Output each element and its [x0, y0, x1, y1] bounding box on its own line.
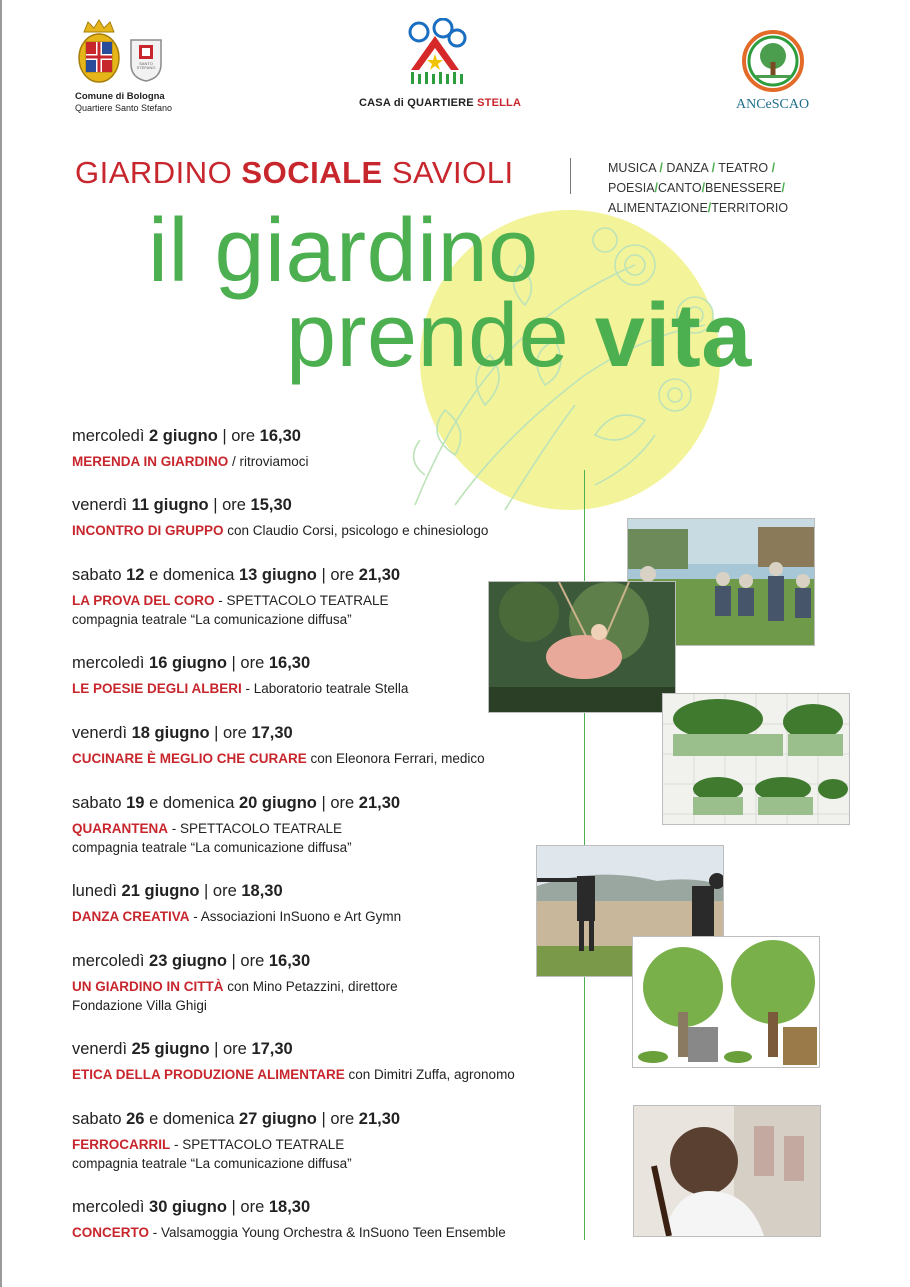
event-weekday: lunedì: [72, 882, 122, 900]
event-day: 16 giugno: [149, 654, 227, 672]
event-time-separator: | ore: [316, 566, 359, 584]
event-day: 23 giugno: [149, 952, 227, 970]
event-item: [72, 792, 400, 857]
event-item: [72, 722, 485, 768]
event-date: [72, 1108, 400, 1130]
categories-line-1: [608, 158, 788, 178]
category-item: BENESSERE: [705, 181, 782, 195]
event-day: 30 giugno: [149, 1198, 227, 1216]
event-weekday: mercoledì: [72, 952, 150, 970]
category-separator: /: [781, 181, 785, 195]
event-time-separator: | ore: [316, 1110, 359, 1128]
photo-swing-painting: [488, 581, 676, 713]
event-date: [72, 494, 488, 516]
event-day: 21 giugno: [121, 882, 200, 900]
event-day: 11 giugno: [131, 496, 209, 514]
event-time-separator: | ore: [199, 882, 242, 900]
event-item: [72, 880, 401, 926]
event-time-separator: | ore: [209, 1040, 252, 1058]
event-name: ETICA DELLA PRODUZIONE ALIMENTARE: [72, 1067, 345, 1082]
headline-line-1: il giardino: [148, 201, 539, 301]
event-weekday-2: e domenica: [144, 794, 239, 812]
event-time-separator: | ore: [226, 1198, 269, 1216]
event-time: 15,30: [250, 496, 292, 514]
event-weekday: sabato: [72, 566, 127, 584]
ancescao-tree-logo-icon: [742, 30, 804, 92]
event-name: FERROCARRIL: [72, 1137, 171, 1152]
event-description: [72, 977, 398, 1015]
event-time-separator: | ore: [226, 654, 269, 672]
event-date: [72, 652, 408, 674]
event-day-2: 27 giugno: [238, 1110, 317, 1128]
event-time: 21,30: [358, 1110, 401, 1128]
event-company: Fondazione Villa Ghigi: [72, 998, 207, 1013]
event-description: [72, 1223, 506, 1242]
event-time: 18,30: [241, 882, 283, 900]
event-time-separator: | ore: [316, 794, 359, 812]
event-date: [72, 950, 398, 972]
event-item: [72, 564, 400, 629]
event-company: compagnia teatrale “La comunicazione diffusa”: [72, 612, 352, 627]
event-item: [72, 425, 309, 471]
event-name: INCONTRO DI GRUPPO: [72, 523, 224, 538]
event-details: - SPETTACOLO TEATRALE: [168, 821, 343, 836]
quartiere-name: Quartiere Santo Stefano: [75, 103, 173, 113]
category-item: DANZA: [666, 161, 709, 175]
event-details: con Dimitri Zuffa, agronomo: [344, 1067, 515, 1082]
photo-tree-illustrations: [632, 936, 820, 1068]
title-part-savioli: SAVIOLI: [382, 155, 514, 190]
event-time: 16,30: [268, 952, 311, 970]
event-weekday: mercoledì: [72, 427, 150, 445]
category-item: MUSICA: [608, 161, 656, 175]
categories-list: [608, 158, 788, 218]
category-separator: /: [771, 161, 776, 175]
event-day: 19: [126, 794, 145, 812]
santo-stefano-shield-icon: [129, 38, 163, 82]
ancescao-name: ANCeSCAO: [736, 97, 810, 112]
event-weekday: venerdì: [72, 496, 132, 514]
casa-prefix: CASA di QUARTIERE: [359, 97, 474, 109]
category-item: TEATRO: [718, 161, 769, 175]
event-item: [72, 1108, 400, 1173]
event-day: 25 giugno: [131, 1040, 210, 1058]
event-time-separator: | ore: [226, 952, 269, 970]
event-date: [72, 880, 401, 902]
comune-name: Comune di Bologna: [75, 91, 165, 102]
event-date: [72, 1038, 515, 1060]
event-details: - Valsamoggia Young Orchestra & InSuono Teen Ensemble: [149, 1225, 506, 1240]
event-item: [72, 950, 398, 1015]
event-day-2: 20 giugno: [238, 794, 317, 812]
event-name: CONCERTO: [72, 1225, 150, 1240]
event-time: 18,30: [268, 1198, 311, 1216]
event-date: [72, 564, 400, 586]
event-item: [72, 1196, 506, 1242]
event-name: LE POESIE DEGLI ALBERI: [72, 681, 242, 696]
event-time-separator: | ore: [217, 427, 260, 445]
casa-di-quartiere-label: [359, 97, 521, 109]
title-part-giardino: GIARDINO: [75, 155, 242, 190]
event-time: 21,30: [358, 566, 401, 584]
event-description: [72, 521, 488, 540]
category-separator: /: [654, 181, 659, 195]
event-day: 2 giugno: [149, 427, 218, 445]
event-weekday: sabato: [72, 794, 127, 812]
event-details: con Claudio Corsi, psicologo e chinesiologo: [223, 523, 489, 538]
casa-stella-name: STELLA: [477, 97, 522, 109]
event-day: 18 giugno: [131, 724, 210, 742]
event-description: [72, 749, 485, 768]
event-weekday: venerdì: [72, 724, 132, 742]
category-item: CANTO: [658, 181, 702, 195]
event-weekday: venerdì: [72, 1040, 132, 1058]
event-item: [72, 652, 408, 698]
event-details: - SPETTACOLO TEATRALE: [170, 1137, 345, 1152]
event-date: [72, 792, 400, 814]
event-time: 16,30: [268, 654, 311, 672]
category-item: ALIMENTAZIONE: [608, 201, 708, 215]
categories-line-2: [608, 178, 788, 198]
event-time: 17,30: [251, 1040, 293, 1058]
photo-herb-planters: [662, 693, 850, 825]
event-description: [72, 819, 400, 857]
event-time-separator: | ore: [209, 724, 252, 742]
event-company: compagnia teatrale “La comunicazione diffusa”: [72, 1156, 352, 1171]
event-time: 21,30: [358, 794, 401, 812]
categories-line-3: [608, 198, 788, 218]
event-description: [72, 1135, 400, 1173]
event-description: [72, 452, 309, 471]
category-separator: /: [707, 201, 712, 215]
event-date: [72, 1196, 506, 1218]
event-day: 26: [126, 1110, 145, 1128]
headline-vita: vita: [594, 286, 752, 386]
event-details: - Associazioni InSuono e Art Gymn: [189, 909, 402, 924]
event-time-separator: | ore: [208, 496, 251, 514]
event-description: [72, 1065, 515, 1084]
event-company: compagnia teatrale “La comunicazione diffusa”: [72, 840, 352, 855]
event-day-2: 13 giugno: [238, 566, 317, 584]
event-weekday-2: e domenica: [144, 1110, 239, 1128]
category-separator: /: [701, 181, 706, 195]
event-date: [72, 425, 309, 447]
event-details: con Eleonora Ferrari, medico: [306, 751, 485, 766]
event-details: - Laboratorio teatrale Stella: [241, 681, 409, 696]
casa-stella-house-logo-icon: [405, 18, 469, 88]
headline-line-2: [286, 285, 752, 388]
event-name: MERENDA IN GIARDINO: [72, 454, 229, 469]
event-time: 16,30: [259, 427, 301, 445]
event-details: - SPETTACOLO TEATRALE: [214, 593, 389, 608]
event-time: 17,30: [251, 724, 293, 742]
title-separator: [570, 158, 571, 194]
event-name: QUARANTENA: [72, 821, 168, 836]
event-weekday: mercoledì: [72, 654, 150, 672]
event-title: [75, 155, 514, 191]
event-description: [72, 591, 400, 629]
photo-violin-concert: [633, 1105, 821, 1237]
event-item: [72, 1038, 515, 1084]
event-name: DANZA CREATIVA: [72, 909, 190, 924]
event-name: UN GIARDINO IN CITTÀ: [72, 979, 224, 994]
event-details: con Mino Petazzini, direttore: [223, 979, 398, 994]
event-description: [72, 679, 408, 698]
category-item: TERRITORIO: [711, 201, 789, 215]
category-item: POESIA: [608, 181, 655, 195]
event-weekday: sabato: [72, 1110, 127, 1128]
event-name: LA PROVA DEL CORO: [72, 593, 215, 608]
event-item: [72, 494, 488, 540]
page-left-border: [0, 0, 2, 1287]
event-details: / ritroviamoci: [228, 454, 309, 469]
event-day: 12: [126, 566, 145, 584]
event-description: [72, 907, 401, 926]
event-date: [72, 722, 485, 744]
santo-stefano-shield-label: SANTO STEFANO: [136, 61, 156, 70]
category-separator: /: [659, 161, 663, 175]
title-part-sociale: SOCIALE: [241, 155, 383, 190]
comune-coat-of-arms-icon: [74, 18, 124, 88]
headline-prende: prende: [286, 286, 595, 386]
category-separator: /: [711, 161, 716, 175]
event-name: CUCINARE È MEGLIO CHE CURARE: [72, 751, 307, 766]
event-weekday-2: e domenica: [144, 566, 239, 584]
event-weekday: mercoledì: [72, 1198, 150, 1216]
